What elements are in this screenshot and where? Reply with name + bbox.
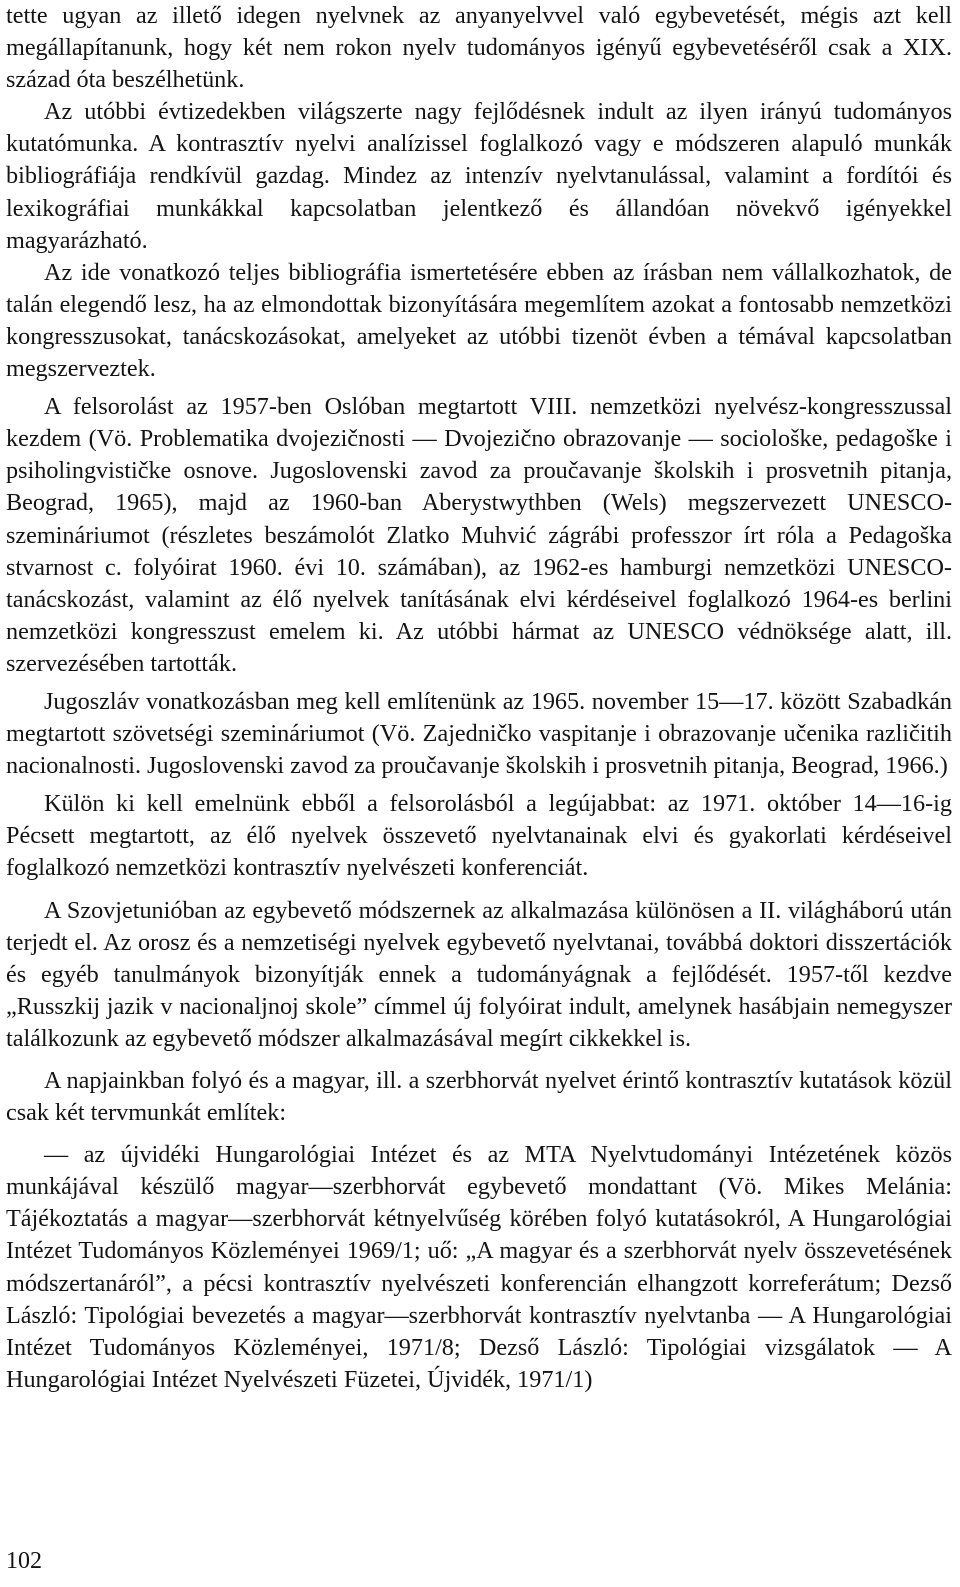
page-number: 102 [6, 1548, 42, 1574]
paragraph-8: A napjainkban folyó és a magyar, ill. a szerbhorvát nyelvet érintő kontrasztív kutatások közül csak két tervmunkát említek: [6, 1067, 952, 1127]
paragraph-3: Az ide vonatkozó teljes bibliográfia ismertetésére ebben az írásban nem vállalkozhatok, de talán elegendő lesz, ha az elmondottak bizonyítására megemlítem azokat a fontosabb nemzetközi kongresszusokat, tanácskozásokat, amelyeket az utóbbi tizenöt évben a témával kapcsolatban megszerveztek. [6, 258, 952, 383]
paragraph-9: — az újvidéki Hungarológiai Intézet és az MTA Nyelvtudományi Intézetének közös munkájával készülő magyar—szerbhorvát egybevető mondattant (Vö. Mikes Melánia: Tájékoztatás a magyar—szerbhorvát kétnyelvűség körében folyó kutatásokról, A Hungarológiai Intézet Tudományos Közleményei 1969/1; uő: „A magyar és a szerbhorvát nyelv összevetésének módszertanáról”, a pécsi kontrasztív nyelvészeti konferencián elhangzott korreferátum; Dezső László: Tipológiai bevezetés a magyar—szerbhorvát kontrasztív nyelvtanba — A Hungarológiai Intézet Tudományos Közleményei, 1971/8; Dezső László: Tipológiai vizsgálatok — A Hungarológiai Intézet Nyelvészeti Füzetei, Újvidék, 1971/1) [6, 1141, 952, 1393]
paragraph-6: Külön ki kell emelnünk ebből a felsorolásból a legújabbat: az 1971. október 14—16-ig Pécsett megtartott, az élő nyelvek összevető nyelvtanainak elvi és gyakorlati kérdéseivel foglalkozó nemzetközi kontrasztív nyelvészeti konferenciát. [6, 790, 952, 882]
paragraph-7: A Szovjetunióban az egybevető módszernek az alkalmazása különösen a II. világháború után terjedt el. Az orosz és a nemzetiségi nyelvek egybevető nyelvtanai, továbbá doktori disszertációk és egyéb tanulmányok bizonyítják ennek a tudományágnak a fejlődését. 1957-től kezdve „Russzkij jazik v nacionaljnoj skole” címmel új folyóirat indult, amelynek hasábjain nemegyszer találkozunk az egybevető módszer alkalmazásával megírt cikkekkel is. [6, 896, 952, 1052]
paragraph-4: A felsorolást az 1957-ben Oslóban megtartott VIII. nemzetközi nyelvész-kongresszussal kezdem (Vö. Problematika dvojezičnosti — Dvojezično obrazovanje — sociološke, pedagoške i psiholingvističke osnove. Jugoslovenski zavod za proučavanje školskih i prosvetnih pitanja, Beograd, 1965), majd az 1960-ban Aberystwythben (Wels) megszervezett UNESCO-szemináriumot (részletes beszámolót Zlatko Muhvić zágrábi professzor írt róla a Pedagoška stvarnost c. folyóirat 1960. évi 10. számában), az 1962-es hamburgi nemzetközi UNESCO-tanácskozást, valamint az élő nyelvek tanításának elvi kérdéseivel foglalkozó 1964-es berlini nemzetközi kongresszust emelem ki. Az utóbbi hármat az UNESCO védnöksége alatt, ill. szervezésében tartották. [6, 393, 952, 677]
paragraph-5: Jugoszláv vonatkozásban meg kell említenünk az 1965. november 15—17. között Szabadkán megtartott szövetségi szemináriumot (Vö. Zajedničko vaspitanje i obrazovanje učenika različitih nacionalnosti. Jugoslovenski zavod za proučavanje školskih i prosvetnih pitanja, Beograd, 1966.) [6, 687, 952, 780]
paragraph-2: Az utóbbi évtizedekben világszerte nagy fejlődésnek indult az ilyen irányú tudományos kutatómunka. A kontrasztív nyelvi analízissel foglalkozó vagy e módszeren alapuló munkák bibliográfiája rendkívül gazdag. Mindez az intenzív nyelvtanulással, valamint a fordítói és lexikográfiai munkákkal kapcsolatban jelentkező és állandóan növekvő igényekkel magyarázható. [6, 98, 952, 254]
document-page [6, 0, 952, 1396]
paragraph-1: tette ugyan az illető idegen nyelvnek az anyanyelvvel való egybevetését, mégis azt kell megállapítanunk, hogy két nem rokon nyelv tudományos igényű egybevetéséről csak a XIX. század óta beszélhetünk. [6, 2, 952, 94]
